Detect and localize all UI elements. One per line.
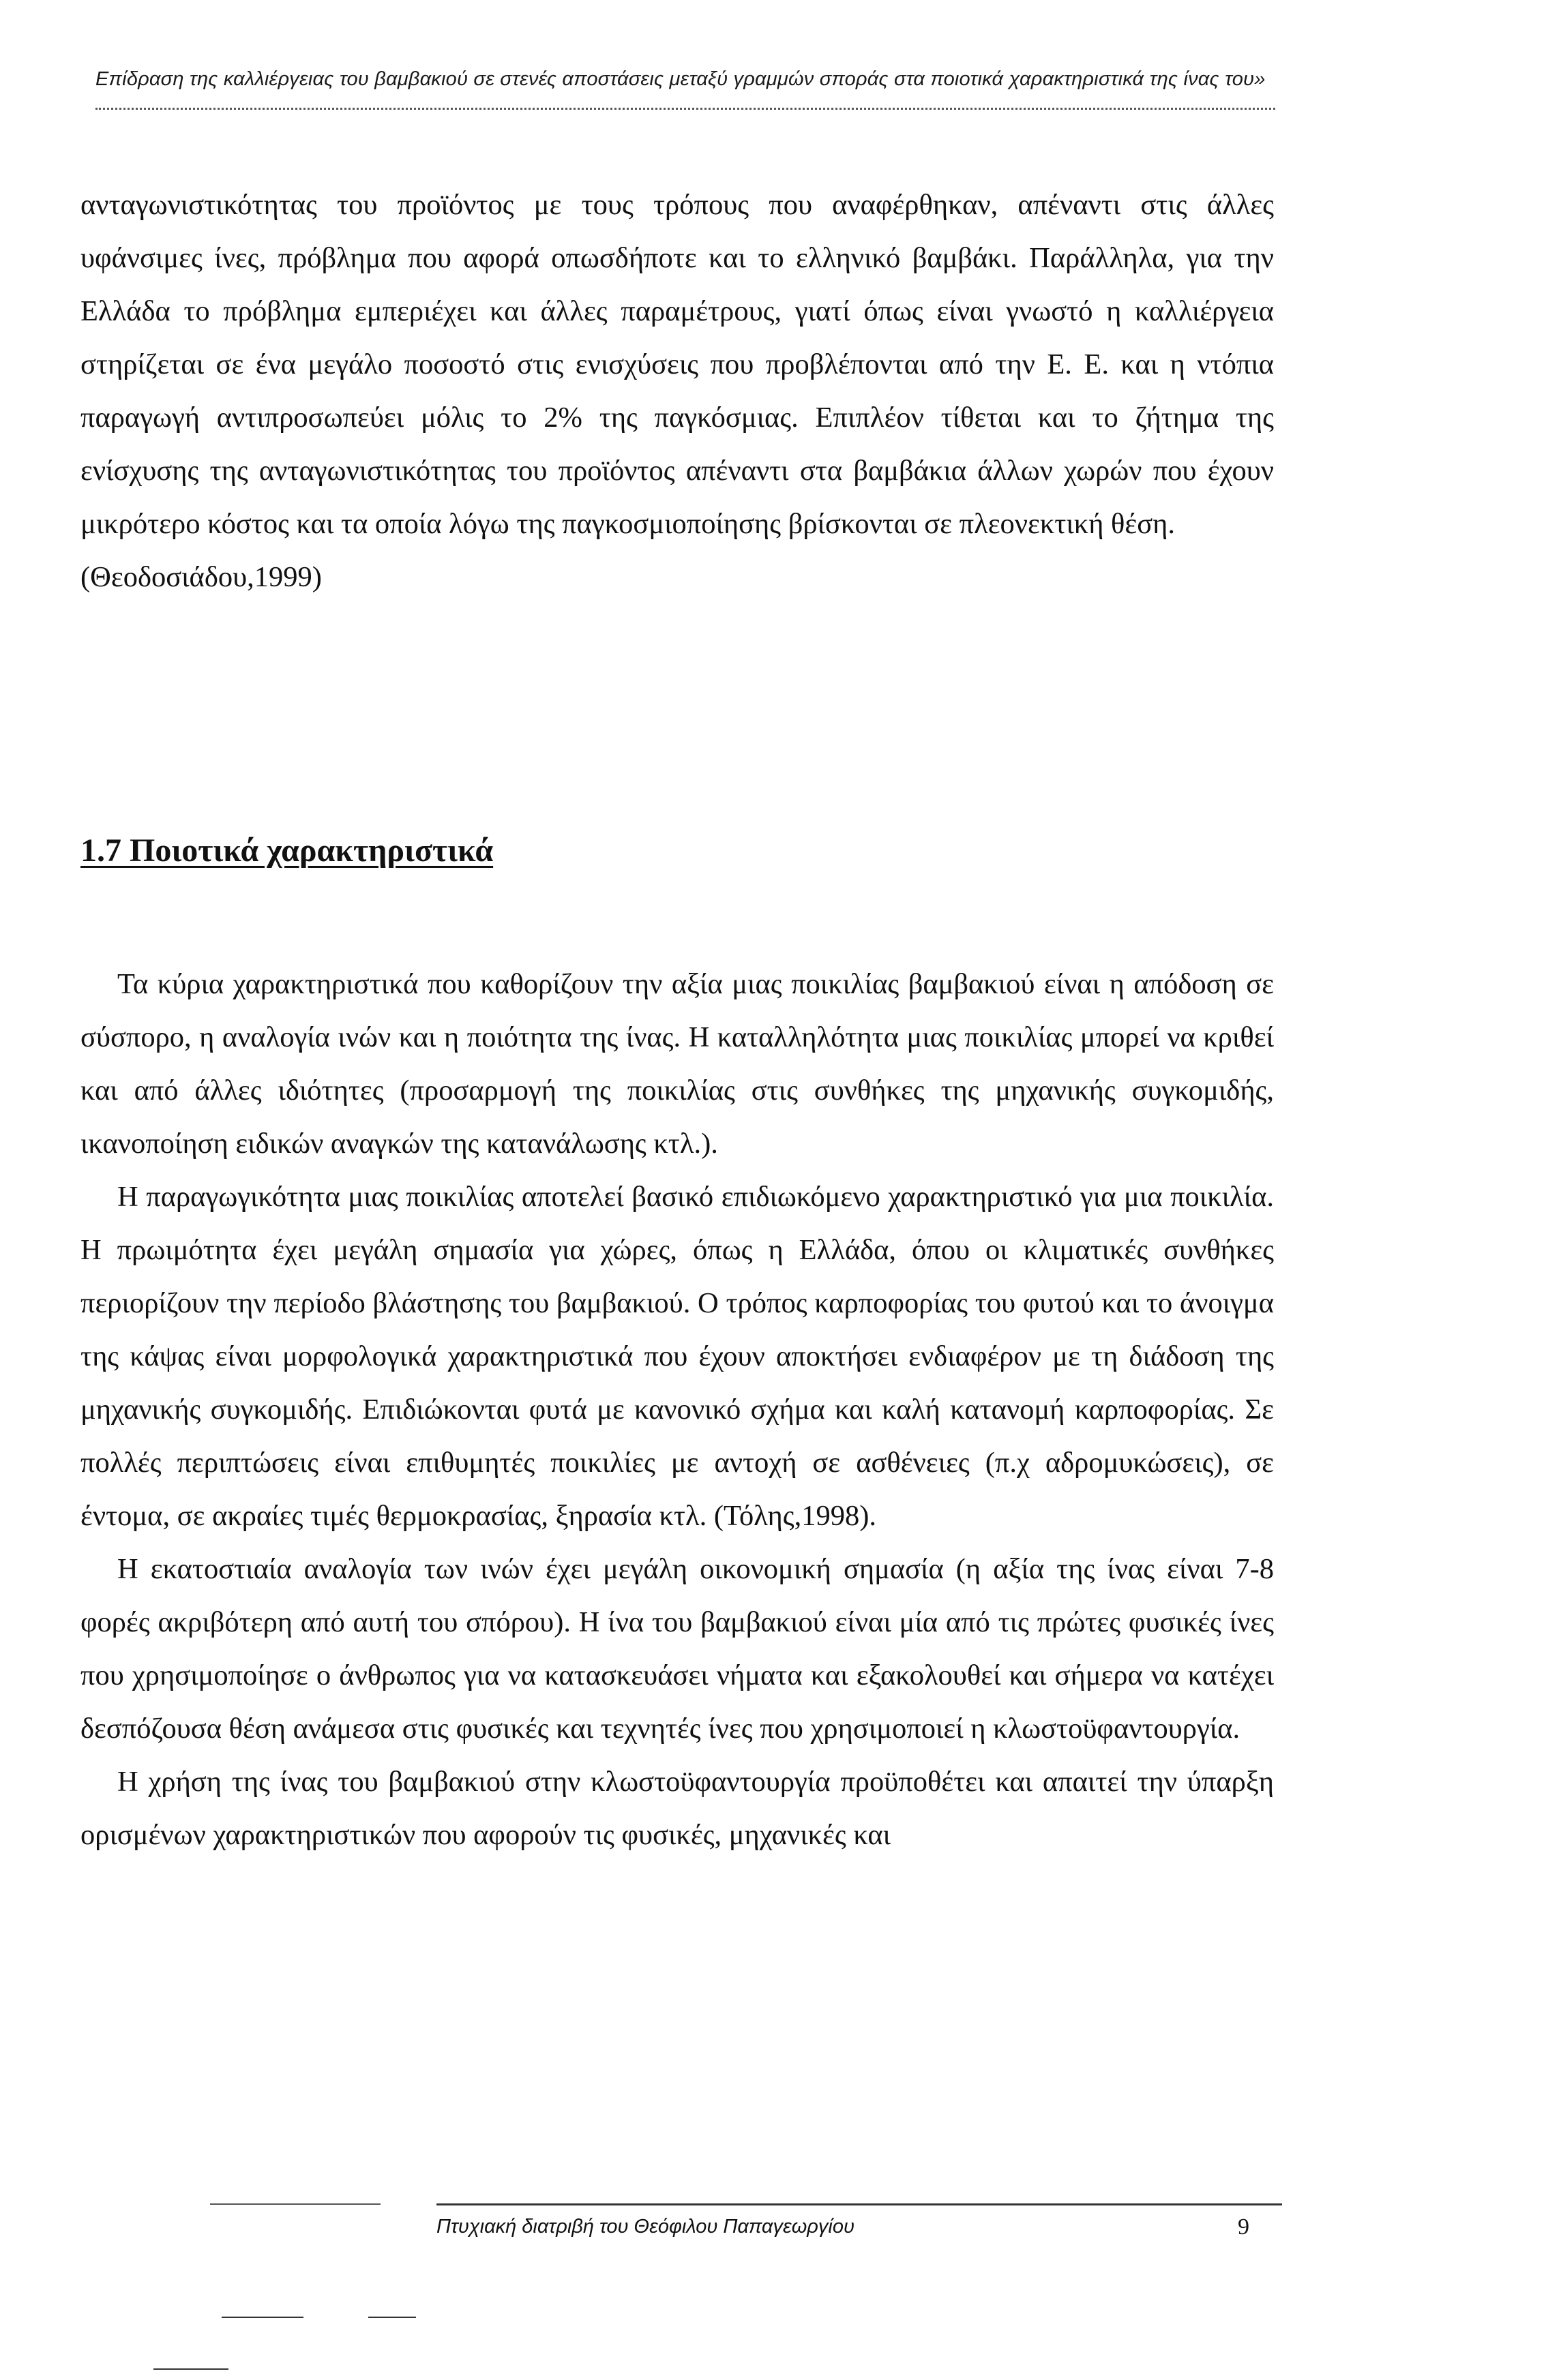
intro-block: [80, 179, 1274, 604]
footer-rule-left: [210, 2203, 381, 2205]
section-paragraph-3: Η εκατοστιαία αναλογία των ινών έχει μεγάλη οικονομική σημασία (η αξία της ίνας είναι 7-8 φορές ακριβότερη από αυτή του σπόρου). Η ίνα του βαμβακιού είναι μία από τις πρώτες φυσικές ίνες που χρησιμοποίησε ο άνθρωπος για να κατασκευάσει νήματα και εξακολουθεί και σήμερα να κατέχει δεσπόζουσα θέση ανάμεσα στις φυσικές και τεχνητές ίνες που χρησιμοποιεί η κλωστοϋφαντουργία.: [80, 1553, 1274, 1745]
section-paragraph-4: Η χρήση της ίνας του βαμβακιού στην κλωστοϋφαντουργία προϋποθέτει και απαιτεί την ύπαρξη ορισμένων χαρακτηριστικών που αφορούν τις φυσικές, μηχανικές και: [80, 1766, 1274, 1851]
intro-citation: (Θεοδοσιάδου,1999): [80, 561, 322, 593]
running-header: Επίδραση της καλλιέργειας του βαμβακιού σε στενές αποστάσεις μεταξύ γραμμών σποράς στα ποιοτικά χαρακτηριστικά της ίνας του»: [95, 68, 1266, 90]
scan-mark: [368, 2317, 416, 2318]
intro-paragraph: ανταγωνιστικότητας του προϊόντος με τους τρόπους που αναφέρθηκαν, απέναντι στις άλλες υφάνσιμες ίνες, πρόβλημα που αφορά οπωσδήποτε και το ελληνικό βαμβάκι. Παράλληλα, για την Ελλάδα το πρόβλημα εμπεριέχει και άλλες παραμέτρους, γιατί όπως είναι γνωστό η καλλιέργεια στηρίζεται σε ένα μεγάλο ποσοστό στις ενισχύσεις που προβλέπονται από την Ε. Ε. και η ντόπια παραγωγή αντιπροσωπεύει μόλις το 2% της παγκόσμιας. Επιπλέον τίθεται και το ζήτημα της ενίσχυσης της ανταγωνιστικότητας του προϊόντος απέναντι στα βαμβάκια άλλων χωρών που έχουν μικρότερο κόστος και τα οποία λόγω της παγκοσμιοποίησης βρίσκονται σε πλεονεκτική θέση.: [80, 189, 1274, 540]
scan-mark: [153, 2368, 228, 2370]
footer-thesis-line: Πτυχιακή διατριβή του Θεόφιλου Παπαγεωργίου: [436, 2216, 854, 2238]
section-heading: 1.7 Ποιοτικά χαρακτηριστικά: [80, 832, 494, 869]
section-paragraph-2: Η παραγωγικότητα μιας ποικιλίας αποτελεί βασικό επιδιωκόμενο χαρακτηριστικό για μια ποικιλία. Η πρωιμότητα έχει μεγάλη σημασία για χώρες, όπως η Ελλάδα, όπου οι κλιματικές συνθήκες περιορίζουν την περίοδο βλάστησης του βαμβακιού. Ο τρόπος καρποφορίας του φυτού και το άνοιγμα της κάψας είναι μορφολογικά χαρακτηριστικά που έχουν αποκτήσει ενδιαφέρον με τη διάδοση της μηχανικής συγκομιδής. Επιδιώκονται φυτά με κανονικό σχήμα και καλή κατανομή καρποφορίας. Σε πολλές περιπτώσεις είναι επιθυμητές ποικιλίες με αντοχή σε ασθένειες (π.χ αδρομυκώσεις), σε έντομα, σε ακραίες τιμές θερμοκρασίας, ξηρασία κτλ. (Τόλης,1998).: [80, 1181, 1274, 1532]
footer-rule: [436, 2203, 1282, 2205]
section-paragraph-1: Τα κύρια χαρακτηριστικά που καθορίζουν την αξία μιας ποικιλίας βαμβακιού είναι η απόδοση σε σύσπορο, η αναλογία ινών και η ποιότητα της ίνας. Η καταλληλότητα μιας ποικιλίας μπορεί να κριθεί και από άλλες ιδιότητες (προσαρμογή της ποικιλίας στις συνθήκες της μηχανικής συγκομιδής, ικανοποίηση ειδικών αναγκών της κατανάλωσης κτλ.).: [80, 968, 1274, 1160]
scan-mark: [222, 2317, 303, 2318]
header-rule: [95, 108, 1275, 110]
section-body: [80, 958, 1274, 1862]
page-number: 9: [1238, 2214, 1249, 2240]
